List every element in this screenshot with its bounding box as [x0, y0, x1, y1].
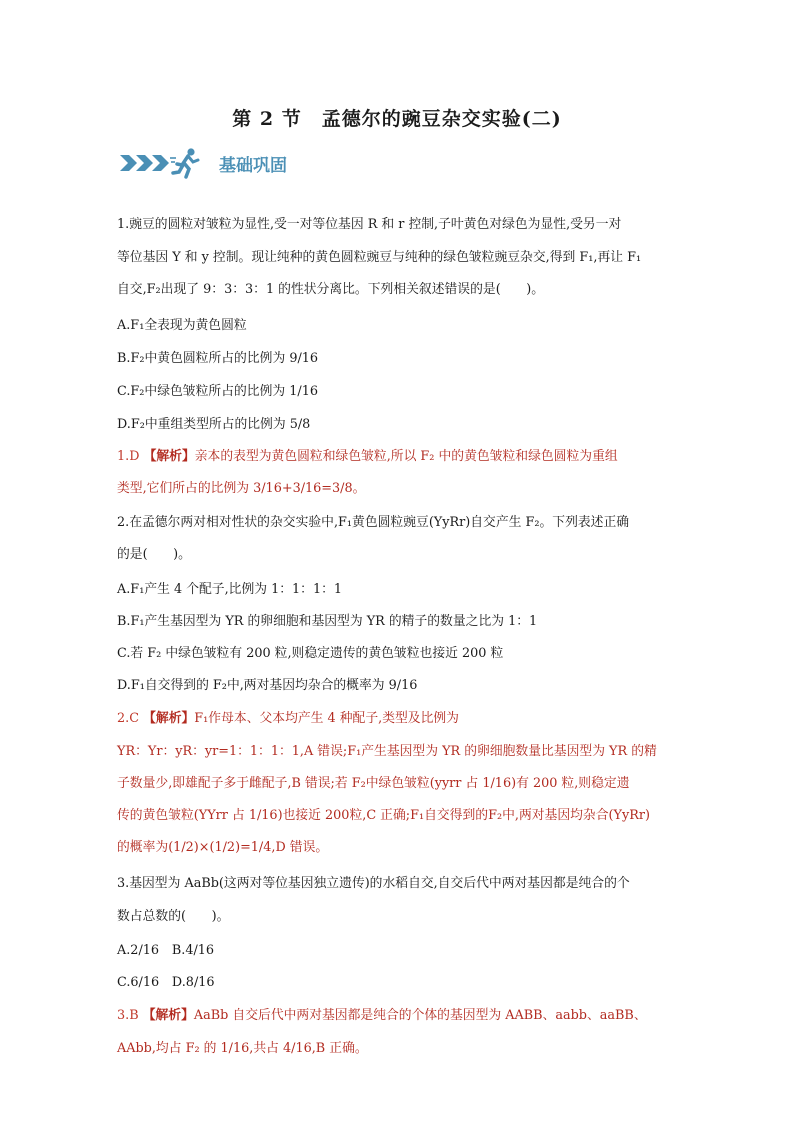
chevron-right-icon: [149, 152, 171, 174]
answer-2-line: 子数量少,即雄配子多于雌配子,B 错误;若 F₂中绿色皱粒(yyrr 占 1/16)有 200 粒,则稳定遗: [117, 776, 630, 791]
runner-icon: [169, 146, 203, 180]
answer-text: F₁作母本、父本均产生 4 种配子,类型及比例为: [194, 711, 459, 726]
question-1-line: 1.豌豆的圆粒对皱粒为显性,受一对等位基因 R 和 r 控制,子叶黄色对绿色为显性,受另一对: [117, 217, 622, 232]
answer-number: 1.D: [117, 449, 140, 464]
question-2-option-b: B.F₁产生基因型为 YR 的卵细胞和基因型为 YR 的精子的数量之比为 1：1: [117, 614, 538, 629]
question-1-option-a: A.F₁全表现为黄色圆粒: [117, 318, 247, 333]
question-1-line: 等位基因 Y 和 y 控制。现让纯种的黄色圆粒豌豆与纯种的绿色皱粒豌豆杂交,得到 F₁,再让 F₁: [117, 250, 642, 265]
answer-number: 2.C: [117, 711, 140, 726]
question-2-line: 2.在孟德尔两对相对性状的杂交实验中,F₁黄色圆粒豌豆(YyRr)自交产生 F₂。下列表述正确: [117, 515, 630, 530]
answer-2-line: 传的黄色皱粒(YYrr 占 1/16)也接近 200粒,C 正确;F₁自交得到的F₂中,两对基因均杂合(YyRr): [117, 808, 650, 823]
answer-1-line: 类型,它们所占的比例为 3/16+3/16=3/8。: [117, 481, 366, 496]
question-2-line: 的是( )。: [117, 547, 191, 562]
answer-2-line: YR：Yr：yR：yr=1：1：1：1,A 错误;F₁产生基因型为 YR 的卵细胞数量比基因型为 YR 的精: [117, 744, 657, 759]
answer-text: AaBb 自交后代中两对基因都是纯合的个体的基因型为 AABB、aabb、aaBB、: [193, 1008, 647, 1023]
page-title: 第 2 节 孟德尔的豌豆杂交实验(二): [232, 108, 562, 130]
question-2-option-a: A.F₁产生 4 个配子,比例为 1：1：1：1: [117, 582, 343, 597]
analysis-tag: 【解析】: [143, 449, 195, 464]
answer-2-line: [117, 711, 459, 727]
answer-text: 亲本的表型为黄色圆粒和绿色皱粒,所以 F₂ 中的黄色皱粒和绿色圆粒为重组: [194, 449, 618, 464]
section-label: 基础巩固: [219, 155, 287, 176]
question-2-option-c: C.若 F₂ 中绿色皱粒有 200 粒,则稳定遗传的黄色皱粒也接近 200 粒: [117, 646, 504, 661]
question-3-options-ab: A.2/16 B.4/16: [117, 943, 215, 958]
answer-1-line: [117, 449, 618, 465]
question-3-options-cd: C.6/16 D.8/16: [117, 975, 215, 990]
answer-2-line: 的概率为(1/2)×(1/2)=1/4,D 错误。: [117, 840, 329, 855]
question-1-option-c: C.F₂中绿色皱粒所占的比例为 1/16: [117, 384, 318, 399]
answer-3-line: AAbb,均占 F₂ 的 1/16,共占 4/16,B 正确。: [117, 1041, 368, 1056]
question-1-option-b: B.F₂中黄色圆粒所占的比例为 9/16: [117, 351, 319, 366]
answer-3-line: [117, 1008, 647, 1024]
question-1-option-d: D.F₂中重组类型所占的比例为 5/8: [117, 417, 311, 432]
answer-number: 3.B: [117, 1008, 139, 1023]
question-3-line: 数占总数的( )。: [117, 909, 230, 924]
analysis-tag: 【解析】: [142, 1008, 194, 1023]
question-3-line: 3.基因型为 AaBb(这两对等位基因独立遗传)的水稻自交,自交后代中两对基因都是纯合的个: [117, 876, 630, 891]
question-1-line: 自交,F₂出现了 9：3：3：1 的性状分离比。下列相关叙述错误的是( )。: [117, 282, 545, 297]
question-2-option-d: D.F₁自交得到的 F₂中,两对基因均杂合的概率为 9/16: [117, 678, 418, 693]
section-banner: [117, 146, 287, 180]
analysis-tag: 【解析】: [143, 711, 195, 726]
